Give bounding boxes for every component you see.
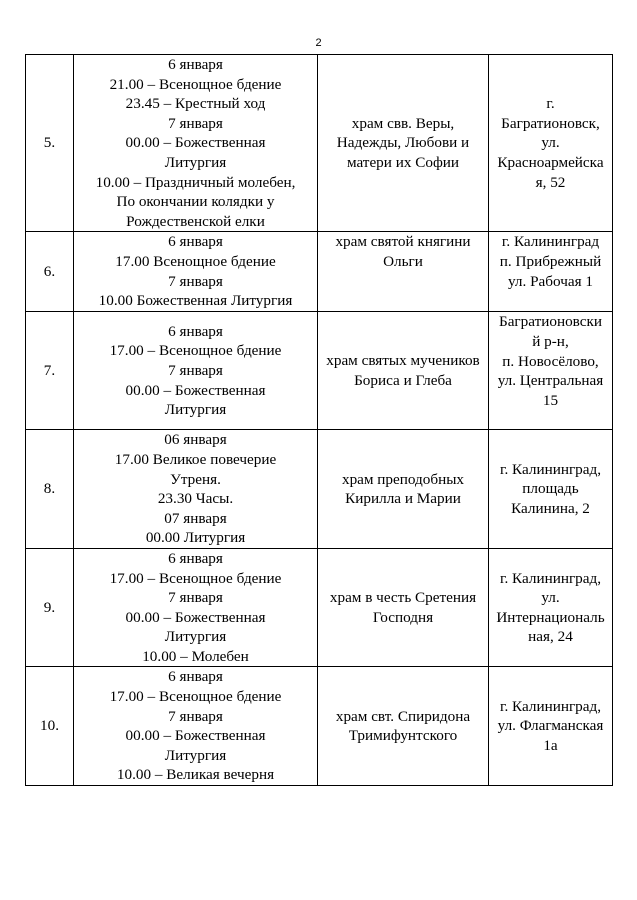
row-number: 9.: [26, 548, 74, 667]
schedule-line: 17.00 – Всенощное бдение: [109, 569, 282, 587]
schedule-line: 17.00 Великое повечерие: [114, 450, 277, 468]
schedule-line: 10.00 – Молебен: [142, 647, 249, 665]
address-line: 15: [542, 391, 559, 409]
church-name-text: храм святой княгини Ольги: [335, 233, 471, 270]
church-name-text: храм святых мучеников Бориса и Глеба: [326, 352, 480, 389]
service-schedule: [74, 232, 318, 312]
service-schedule: [74, 667, 318, 786]
schedule-line: 00.00 – Божественная: [125, 134, 266, 152]
church-name-text: храм свв. Веры, Надежды, Любови и матери их Софии: [336, 114, 470, 171]
row-number: 5.: [26, 55, 74, 232]
table-row-6: [26, 232, 613, 312]
schedule-line: Литургия: [164, 153, 227, 171]
address-line: Багратионовски: [498, 313, 603, 331]
schedule-line: 17.00 – Всенощное бдение: [109, 688, 282, 706]
church-name: [318, 430, 489, 549]
address-line: Багратионовск,: [501, 114, 600, 132]
row-number: 10.: [26, 667, 74, 786]
church-name-text: храм свт. Спиридона Тримифунтского: [335, 707, 471, 745]
address-line: п. Новосёлово,: [502, 352, 599, 370]
schedule-line: 07 января: [164, 509, 227, 527]
service-schedule: [74, 312, 318, 430]
table-row-9: [26, 548, 613, 667]
address-line: ул. Рабочая 1: [508, 272, 593, 290]
address-line: г. Калининград,: [499, 569, 602, 587]
schedule-line: 6 января: [168, 549, 223, 567]
address-line: г. Калининград,: [499, 697, 602, 715]
church-name-text: храм преподобных Кирилла и Марии: [341, 470, 465, 508]
schedule-line: 10.00 – Великая вечерня: [116, 766, 275, 784]
row-number: 7.: [26, 312, 74, 430]
schedule-line: 10.00 Божественная Литургия: [98, 292, 293, 310]
address-line: г. Калининград: [501, 233, 600, 251]
service-schedule: [74, 430, 318, 549]
schedule-line: 7 января: [168, 272, 223, 290]
church-address: [489, 548, 613, 667]
schedule-line: 17.00 Всенощное бдение: [115, 252, 276, 270]
church-name: [318, 232, 489, 312]
schedule-line: 00.00 – Божественная: [125, 608, 266, 626]
schedule-line: 6 января: [168, 56, 223, 73]
table-row-10: [26, 667, 613, 786]
schedule-line: 7 января: [168, 114, 223, 132]
address-line: ул.: [541, 134, 560, 152]
church-address: [489, 312, 613, 430]
address-line: площадь: [522, 480, 579, 498]
service-schedule: [74, 548, 318, 667]
service-schedule: [74, 55, 318, 232]
schedule-line: Литургия: [164, 628, 227, 646]
address-line: 1а: [543, 737, 558, 755]
church-address: [489, 430, 613, 549]
address-line: ул. Центральная: [497, 372, 604, 390]
schedule-line: 10.00 – Праздничный молебен,: [95, 173, 296, 191]
church-address: [489, 55, 613, 232]
schedule-line: 7 января: [168, 589, 223, 607]
address-line: г.: [546, 95, 555, 113]
schedule-line: 7 января: [168, 707, 223, 725]
table-row-7: [26, 312, 613, 430]
schedule-line: 23.45 – Крестный ход: [125, 95, 266, 113]
schedule-line: 00.00 – Божественная: [125, 381, 266, 399]
schedule-line: 17.00 – Всенощное бдение: [109, 342, 282, 360]
schedule-line: По окончании колядки у: [116, 193, 275, 211]
schedule-line: Литургия: [164, 401, 227, 419]
schedule-line: 6 января: [168, 233, 223, 251]
schedule-line: 7 января: [168, 362, 223, 380]
page-number: 2: [315, 37, 322, 49]
schedule-line: 23.30 Часы.: [157, 490, 234, 508]
services-schedule-table: [25, 54, 613, 786]
schedule-line: 6 января: [168, 668, 223, 686]
church-name-text: храм в честь Сретения Господня: [329, 589, 477, 626]
church-address: [489, 667, 613, 786]
church-name: [318, 55, 489, 232]
row-number: 8.: [26, 430, 74, 549]
address-line: г. Калининград,: [499, 460, 602, 478]
table-row-8: [26, 430, 613, 549]
schedule-line: 00.00 Литургия: [145, 529, 246, 547]
address-line: й р-н,: [532, 332, 569, 350]
address-line: я, 52: [535, 173, 566, 191]
address-line: ул.: [541, 589, 560, 607]
address-line: п. Прибрежный: [499, 252, 602, 270]
schedule-line: 21.00 – Всенощное бдение: [109, 75, 282, 93]
address-line: ная, 24: [528, 628, 573, 646]
schedule-line: Литургия: [164, 746, 227, 764]
church-name: [318, 548, 489, 667]
address-line: ул. Флагманская: [497, 717, 604, 735]
church-name: [318, 667, 489, 786]
schedule-line: Рождественской елки: [126, 212, 265, 230]
row-number: 6.: [26, 232, 74, 312]
church-address: [489, 232, 613, 312]
schedule-line: 06 января: [164, 431, 227, 449]
table-row-5: [26, 55, 613, 232]
address-line: Интернациональ: [496, 608, 605, 626]
address-line: Красноармейска: [497, 153, 604, 171]
address-line: Калинина, 2: [511, 499, 590, 517]
schedule-line: 00.00 – Божественная: [125, 727, 266, 745]
schedule-line: Утреня.: [170, 470, 221, 488]
church-name: [318, 312, 489, 430]
schedule-line: 6 января: [168, 322, 223, 340]
